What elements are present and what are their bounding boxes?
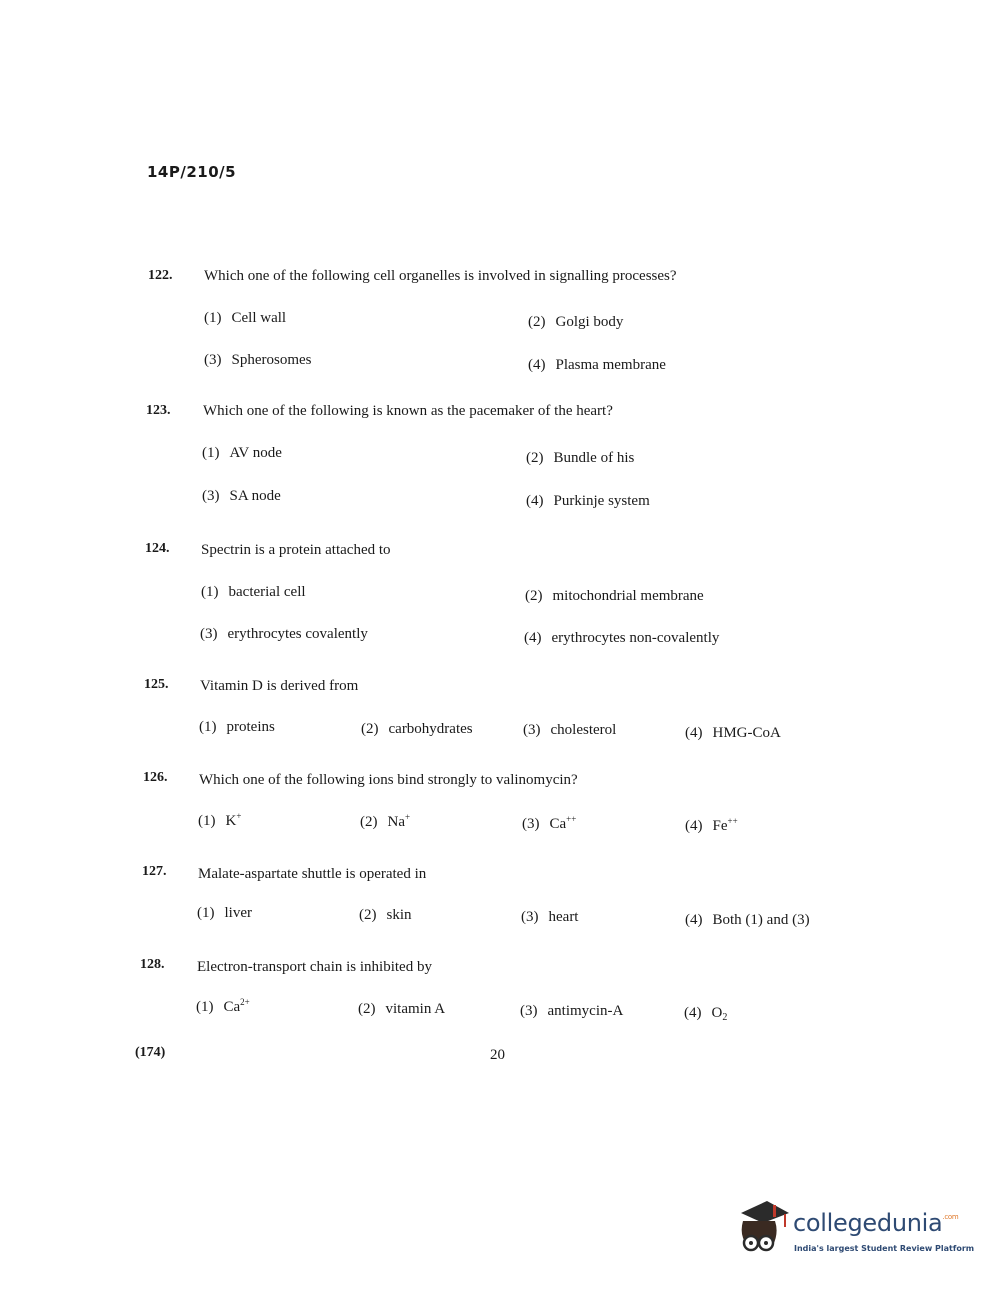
option-4: (4) $O_2$ bbox=[684, 1005, 728, 1023]
option-4: (4) Both (1) and (3) bbox=[685, 912, 810, 928]
question-text: Which one of the following cell organelles is involved in signalling processes? bbox=[204, 268, 677, 284]
option-4: (4) Plasma membrane bbox=[528, 357, 666, 373]
option-4: (4) HMG-CoA bbox=[685, 725, 781, 741]
mascot-icon bbox=[733, 1195, 791, 1259]
option-3: (3) Ca++ bbox=[522, 814, 577, 832]
option-3: (3) antimycin-A bbox=[520, 1003, 624, 1019]
option-1: (1) AV node bbox=[202, 445, 282, 461]
question-text: Which one of the following is known as the pacemaker of the heart? bbox=[203, 403, 613, 419]
question-text: Spectrin is a protein attached to bbox=[201, 542, 391, 558]
option-2: (2) Bundle of his bbox=[526, 450, 635, 466]
question-number: 128. bbox=[140, 957, 165, 972]
option-1: (1) Cell wall bbox=[204, 310, 287, 326]
option-3: (3) heart bbox=[521, 909, 579, 925]
option-1: (1) $Ca^{2+}$ bbox=[196, 997, 250, 1015]
collegedunia-logo[interactable] bbox=[733, 1195, 975, 1265]
option-3: (3) cholesterol bbox=[523, 722, 617, 738]
option-4: (4) Purkinje system bbox=[526, 493, 650, 509]
logo-tagline: India's largest Student Review Platform bbox=[794, 1244, 975, 1253]
page-number: 20 bbox=[490, 1047, 505, 1063]
logo-wordmark: collegedunia$^{.com}$ bbox=[793, 1209, 959, 1237]
option-1: (1) K+ bbox=[198, 811, 242, 829]
question-text: Electron-transport chain is inhibited by bbox=[197, 959, 432, 975]
option-1: (1) proteins bbox=[199, 719, 275, 735]
question-number: 122. bbox=[148, 268, 173, 283]
option-4: (4) Fe++ bbox=[685, 816, 738, 834]
option-2: (2) skin bbox=[359, 907, 412, 923]
question-number: 125. bbox=[144, 677, 169, 692]
question-number: 126. bbox=[143, 770, 168, 785]
paper-code: (174) bbox=[135, 1045, 166, 1060]
question-text: Malate-aspartate shuttle is operated in bbox=[198, 866, 427, 882]
question-number: 127. bbox=[142, 864, 167, 879]
option-2: (2) vitamin A bbox=[358, 1001, 446, 1017]
option-2: (2) mitochondrial membrane bbox=[525, 588, 704, 604]
option-2: (2) carbohydrates bbox=[361, 721, 473, 737]
question-text: Which one of the following ions bind strongly to valinomycin? bbox=[199, 772, 578, 788]
option-1: (1) bacterial cell bbox=[201, 584, 306, 600]
page-code: 14P/210/5 bbox=[147, 163, 237, 181]
question-number: 123. bbox=[146, 403, 171, 418]
question-text: Vitamin D is derived from bbox=[200, 678, 359, 694]
question-number: 124. bbox=[145, 541, 170, 556]
option-1: (1) liver bbox=[197, 905, 252, 921]
option-4: (4) erythrocytes non-covalently bbox=[524, 630, 720, 646]
option-2: (2) Golgi body bbox=[528, 314, 624, 330]
option-3: (3) SA node bbox=[202, 488, 281, 504]
option-2: (2) Na+ bbox=[360, 812, 411, 830]
option-3: (3) Spherosomes bbox=[204, 352, 312, 368]
option-3: (3) erythrocytes covalently bbox=[200, 626, 368, 642]
